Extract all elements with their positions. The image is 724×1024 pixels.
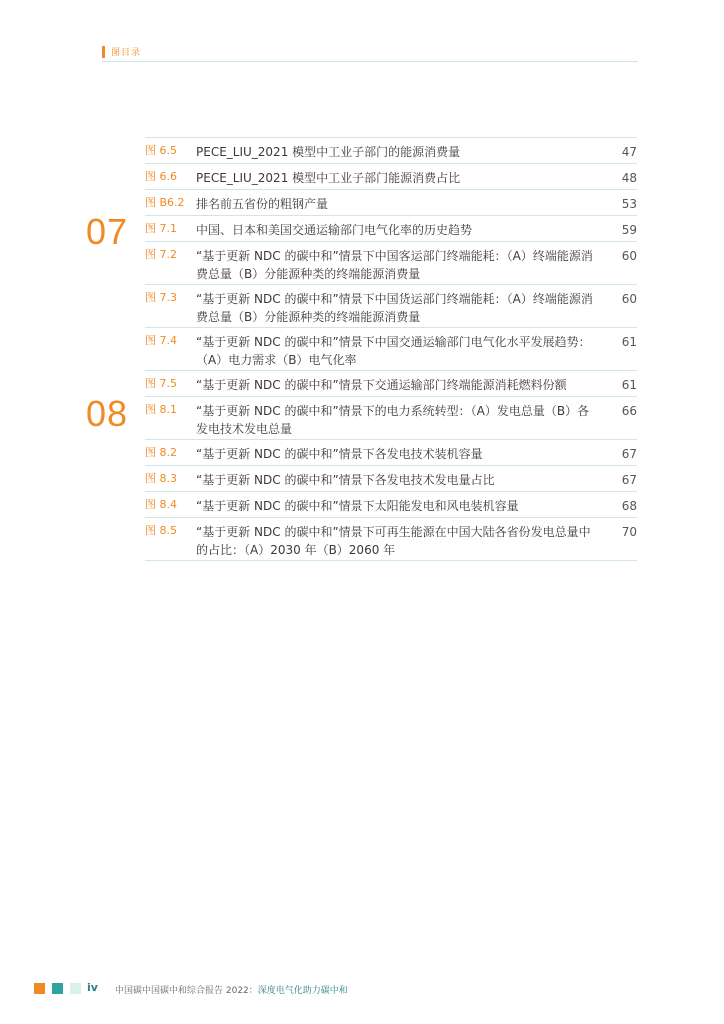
- toc-entry[interactable]: [145, 242, 637, 285]
- page-number: 67: [621, 447, 637, 461]
- figure-label: 图 8.3: [145, 472, 177, 485]
- figure-title: PECE_LIU_2021 模型中工业子部门的能源消费量: [196, 145, 461, 159]
- figure-title: “基于更新 NDC 的碳中和”情景下太阳能发电和风电装机容量: [196, 499, 519, 513]
- toc-entry[interactable]: [145, 164, 637, 190]
- page-number: 70: [621, 525, 637, 539]
- figure-label: 图 7.5: [145, 377, 177, 390]
- page-number: 53: [621, 197, 637, 211]
- page-number: 60: [621, 249, 637, 263]
- figure-title: “基于更新 NDC 的碳中和”情景下各发电技术发电量占比: [196, 473, 495, 487]
- chapter-number-08: 08: [86, 393, 129, 434]
- figure-title: 排名前五省份的粗钢产量: [196, 197, 329, 211]
- page-header: [102, 44, 638, 62]
- figure-title: “基于更新 NDC 的碳中和”情景下中国货运部门终端能耗：（A）终端能源消费总量（B）分能源种类的终端能源消费量: [196, 292, 593, 324]
- page-number: 68: [621, 499, 637, 513]
- page-number: 66: [621, 404, 637, 418]
- figure-label: 图 6.5: [145, 144, 177, 157]
- figure-title: “基于更新 NDC 的碳中和”情景下中国客运部门终端能耗：（A）终端能源消费总量（B）分能源种类的终端能源消费量: [196, 249, 593, 281]
- figure-label: 图 7.4: [145, 334, 177, 347]
- toc-entry[interactable]: [145, 371, 637, 397]
- orange-square-icon: [34, 983, 45, 994]
- toc-entry[interactable]: [145, 328, 637, 371]
- toc-entry[interactable]: [145, 138, 637, 164]
- page-number: 61: [621, 335, 637, 349]
- footer-page-number: iv: [87, 981, 98, 994]
- figure-title: “基于更新 NDC 的碳中和”情景下的电力系统转型：（A）发电总量（B）各发电技术发电总量: [196, 404, 590, 436]
- header-accent-bar: [102, 46, 105, 58]
- figure-title: “基于更新 NDC 的碳中和”情景下可再生能源在中国大陆各省份发电总量中的占比：（A）2030 年（B）2060 年: [196, 525, 591, 557]
- mint-square-icon: [70, 983, 81, 994]
- chapter-number-07: 07: [86, 211, 129, 252]
- figure-title: “基于更新 NDC 的碳中和”情景下交通运输部门终端能源消耗燃料份额: [196, 378, 567, 392]
- toc-entry[interactable]: [145, 397, 637, 440]
- figure-list: [145, 137, 637, 561]
- header-title: 图目录: [111, 48, 142, 58]
- report-subtitle: 深度电气化助力碳中和: [257, 986, 348, 996]
- figure-label: 图 7.2: [145, 248, 177, 261]
- footer-report-title: [115, 983, 348, 996]
- page-number: 61: [621, 378, 637, 392]
- toc-entry[interactable]: [145, 440, 637, 466]
- toc-entry[interactable]: [145, 190, 637, 216]
- toc-entry[interactable]: [145, 216, 637, 242]
- page-number: 48: [621, 171, 637, 185]
- toc-entry[interactable]: [145, 285, 637, 328]
- figure-title: 中国、日本和美国交通运输部门电气化率的历史趋势: [196, 223, 473, 237]
- figure-label: 图 7.3: [145, 291, 177, 304]
- toc-entry[interactable]: [145, 492, 637, 518]
- figure-title: “基于更新 NDC 的碳中和”情景下中国交通运输部门电气化水平发展趋势：（A）电力需求（B）电气化率: [196, 335, 591, 367]
- page-number: 67: [621, 473, 637, 487]
- figure-label: 图 7.1: [145, 222, 177, 235]
- figure-label: 图 8.5: [145, 524, 177, 537]
- teal-square-icon: [52, 983, 63, 994]
- toc-entry[interactable]: [145, 466, 637, 492]
- figure-label: 图 B6.2: [145, 196, 185, 209]
- figure-title: “基于更新 NDC 的碳中和”情景下各发电技术装机容量: [196, 447, 483, 461]
- toc-entry[interactable]: [145, 518, 637, 561]
- report-title: 中国碳中国碳中和综合报告 2022：: [115, 986, 258, 996]
- figure-title: PECE_LIU_2021 模型中工业子部门能源消费占比: [196, 171, 461, 185]
- figure-label: 图 8.4: [145, 498, 177, 511]
- figure-label: 图 6.6: [145, 170, 177, 183]
- page-number: 59: [621, 223, 637, 237]
- figure-label: 图 8.2: [145, 446, 177, 459]
- figure-label: 图 8.1: [145, 403, 177, 416]
- page-number: 60: [621, 292, 637, 306]
- page-number: 47: [621, 145, 637, 159]
